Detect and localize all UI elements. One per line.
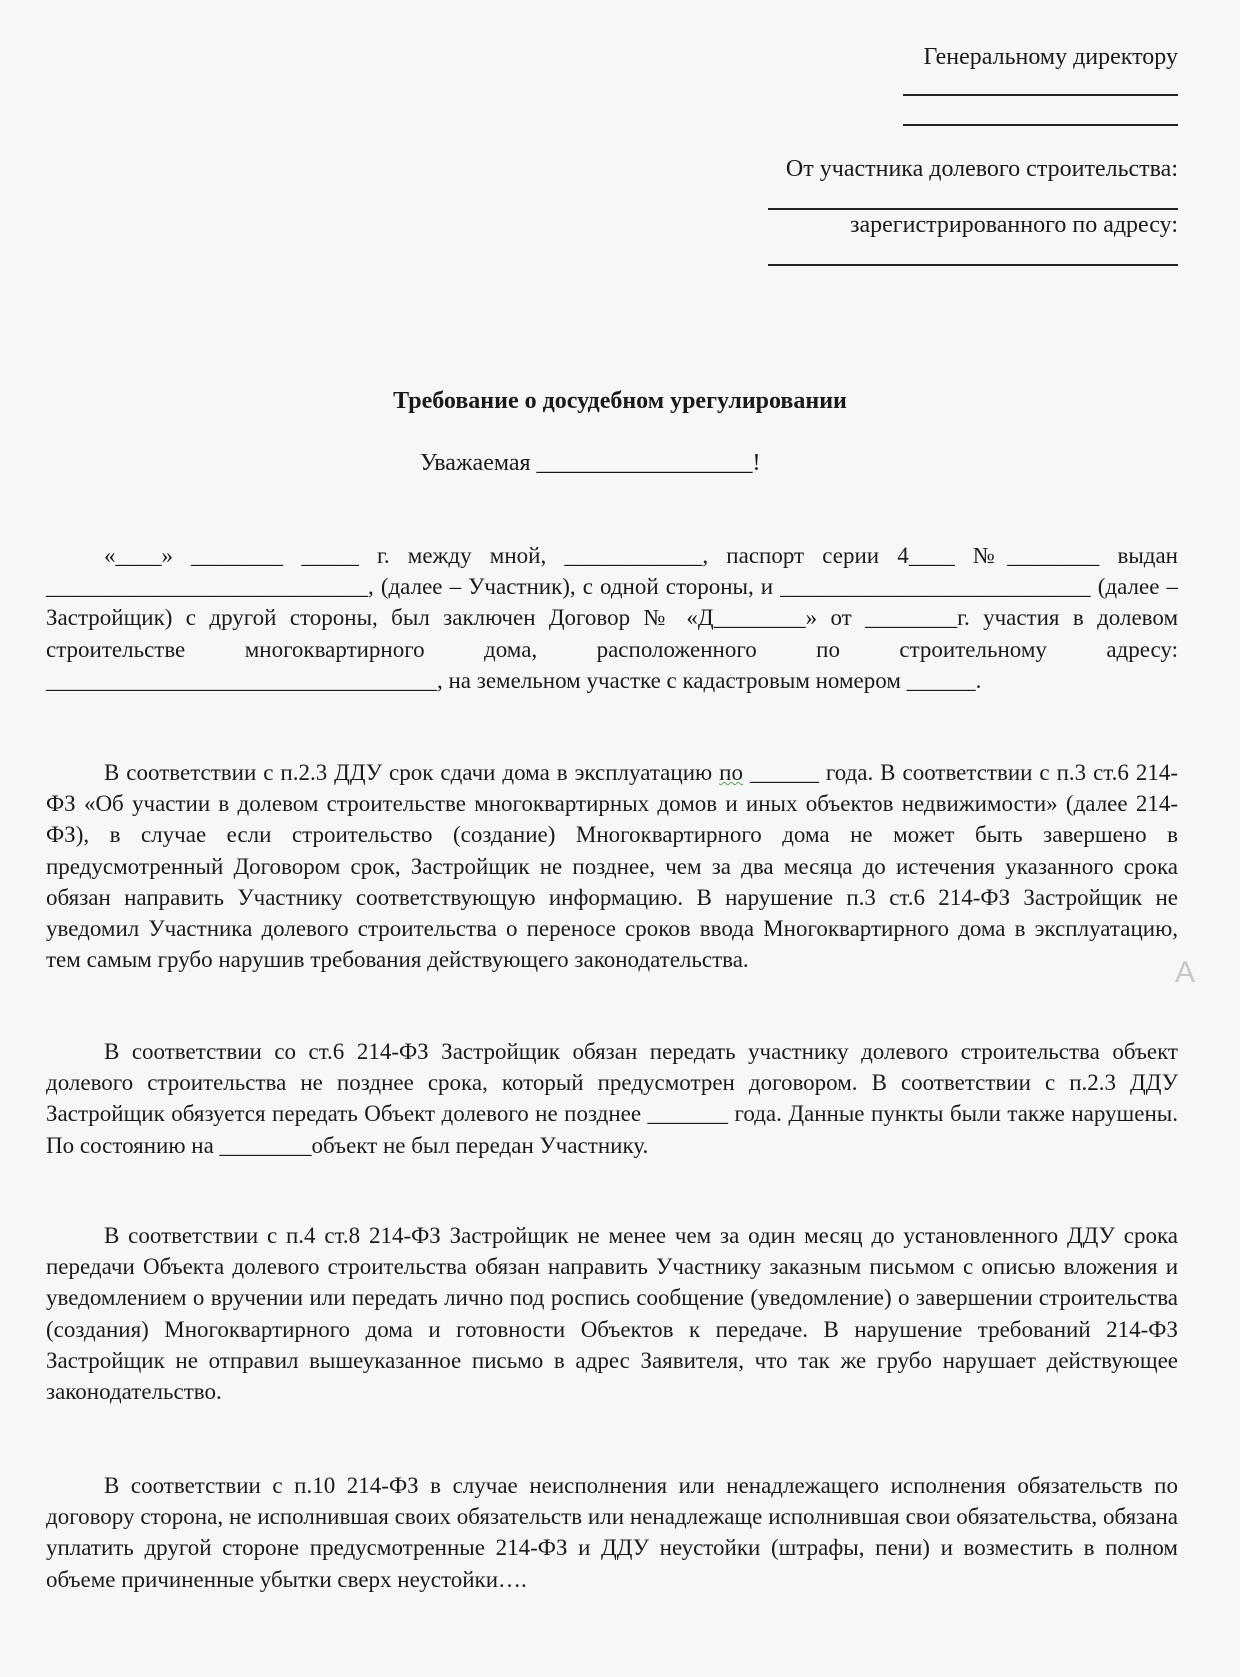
paragraph-deadline-start: В соответствии с п.2.3 ДДУ срок сдачи дома в эксплуатацию <box>104 760 720 785</box>
address-blank <box>768 264 1178 266</box>
spellcheck-word: по <box>719 760 743 785</box>
addressee-blank-2 <box>903 124 1178 126</box>
margin-ghost-letter: A <box>1175 956 1196 989</box>
paragraph-deadline-rest: ______ года. В соответствии с п.3 ст.6 214-ФЗ «Об участии в долевом строительстве многоквартирных домов и иных объектов недвижимости» (далее 214-ФЗ), в случае если строительство (создание) Многоквартирного дома не может быть завершено в предусмотренный Договором срок, Застройщик не позднее, чем за два месяца до истечения указанного срока обязан направить Участнику соответствующую информацию. В нарушение п.3 ст.6 214-ФЗ Застройщик не уведомил Участника долевого строительства о переносе сроков ввода Многоквартирного дома в эксплуатацию, тем самым грубо нарушив требования действующего законодательства. <box>46 760 1178 973</box>
greeting: Уважаемая __________________! <box>420 450 761 476</box>
addressee-block <box>718 38 1178 266</box>
document-title: Требование о досудебном урегулировании <box>393 388 847 414</box>
addressee-line: Генеральному директору <box>923 44 1178 70</box>
addressee-blank-1 <box>903 94 1178 96</box>
paragraph-contract: «____» ________ _____ г. между мной, ____________, паспорт серии 4____ №________ выдан ____________________________, (далее – Участник), с одной стороны, и ___________________________ (далее – Застройщик) с другой стороны, был заключен Договор № «Д________» от ________г. участия в долевом строительстве многоквартирного дома, расположенного по строительному адресу: __________________________________, на земельном участке с кадастровым номером ______. <box>46 543 1178 693</box>
paragraph-penalty: В соответствии с п.10 214-ФЗ в случае неисполнения или ненадлежащего исполнения обязательств по договору сторона, не исполнившая своих обязательств или ненадлежаще исполнившая свои обязательства, обязана уплатить другой стороне предусмотренные 214-ФЗ и ДДУ неустойки (штрафы, пени) и возместить в полном объеме причиненные убытки сверх неустойки…. <box>46 1473 1178 1592</box>
paragraph-deadline <box>46 757 1178 975</box>
paragraph-transfer: В соответствии со ст.6 214-ФЗ Застройщик обязан передать участнику долевого строительства объект долевого строительства не позднее срока, который предусмотрен договором. В соответствии с п.2.3 ДДУ Застройщик обязуется передать Объект долевого не позднее _______ года. Данные пункты были также нарушены. По состоянию на ________объект не был передан Участнику. <box>46 1039 1178 1158</box>
address-line: зарегистрированного по адресу: <box>850 212 1178 238</box>
sender-line: От участника долевого строительства: <box>785 156 1178 182</box>
paragraph-notice: В соответствии с п.4 ст.8 214-ФЗ Застройщик не менее чем за один месяц до установленного ДДУ срока передачи Объекта долевого строительства обязан направить Участнику заказным письмом с описью вложения и уведомлением о вручении или передать лично под роспись сообщение (уведомление) о завершении строительства (создания) Многоквартирного дома и готовности Объектов к передаче. В нарушение требований 214-ФЗ Застройщик не отправил вышеуказанное письмо в адрес Заявителя, что так же грубо нарушает действующее законодательство. <box>46 1223 1178 1405</box>
